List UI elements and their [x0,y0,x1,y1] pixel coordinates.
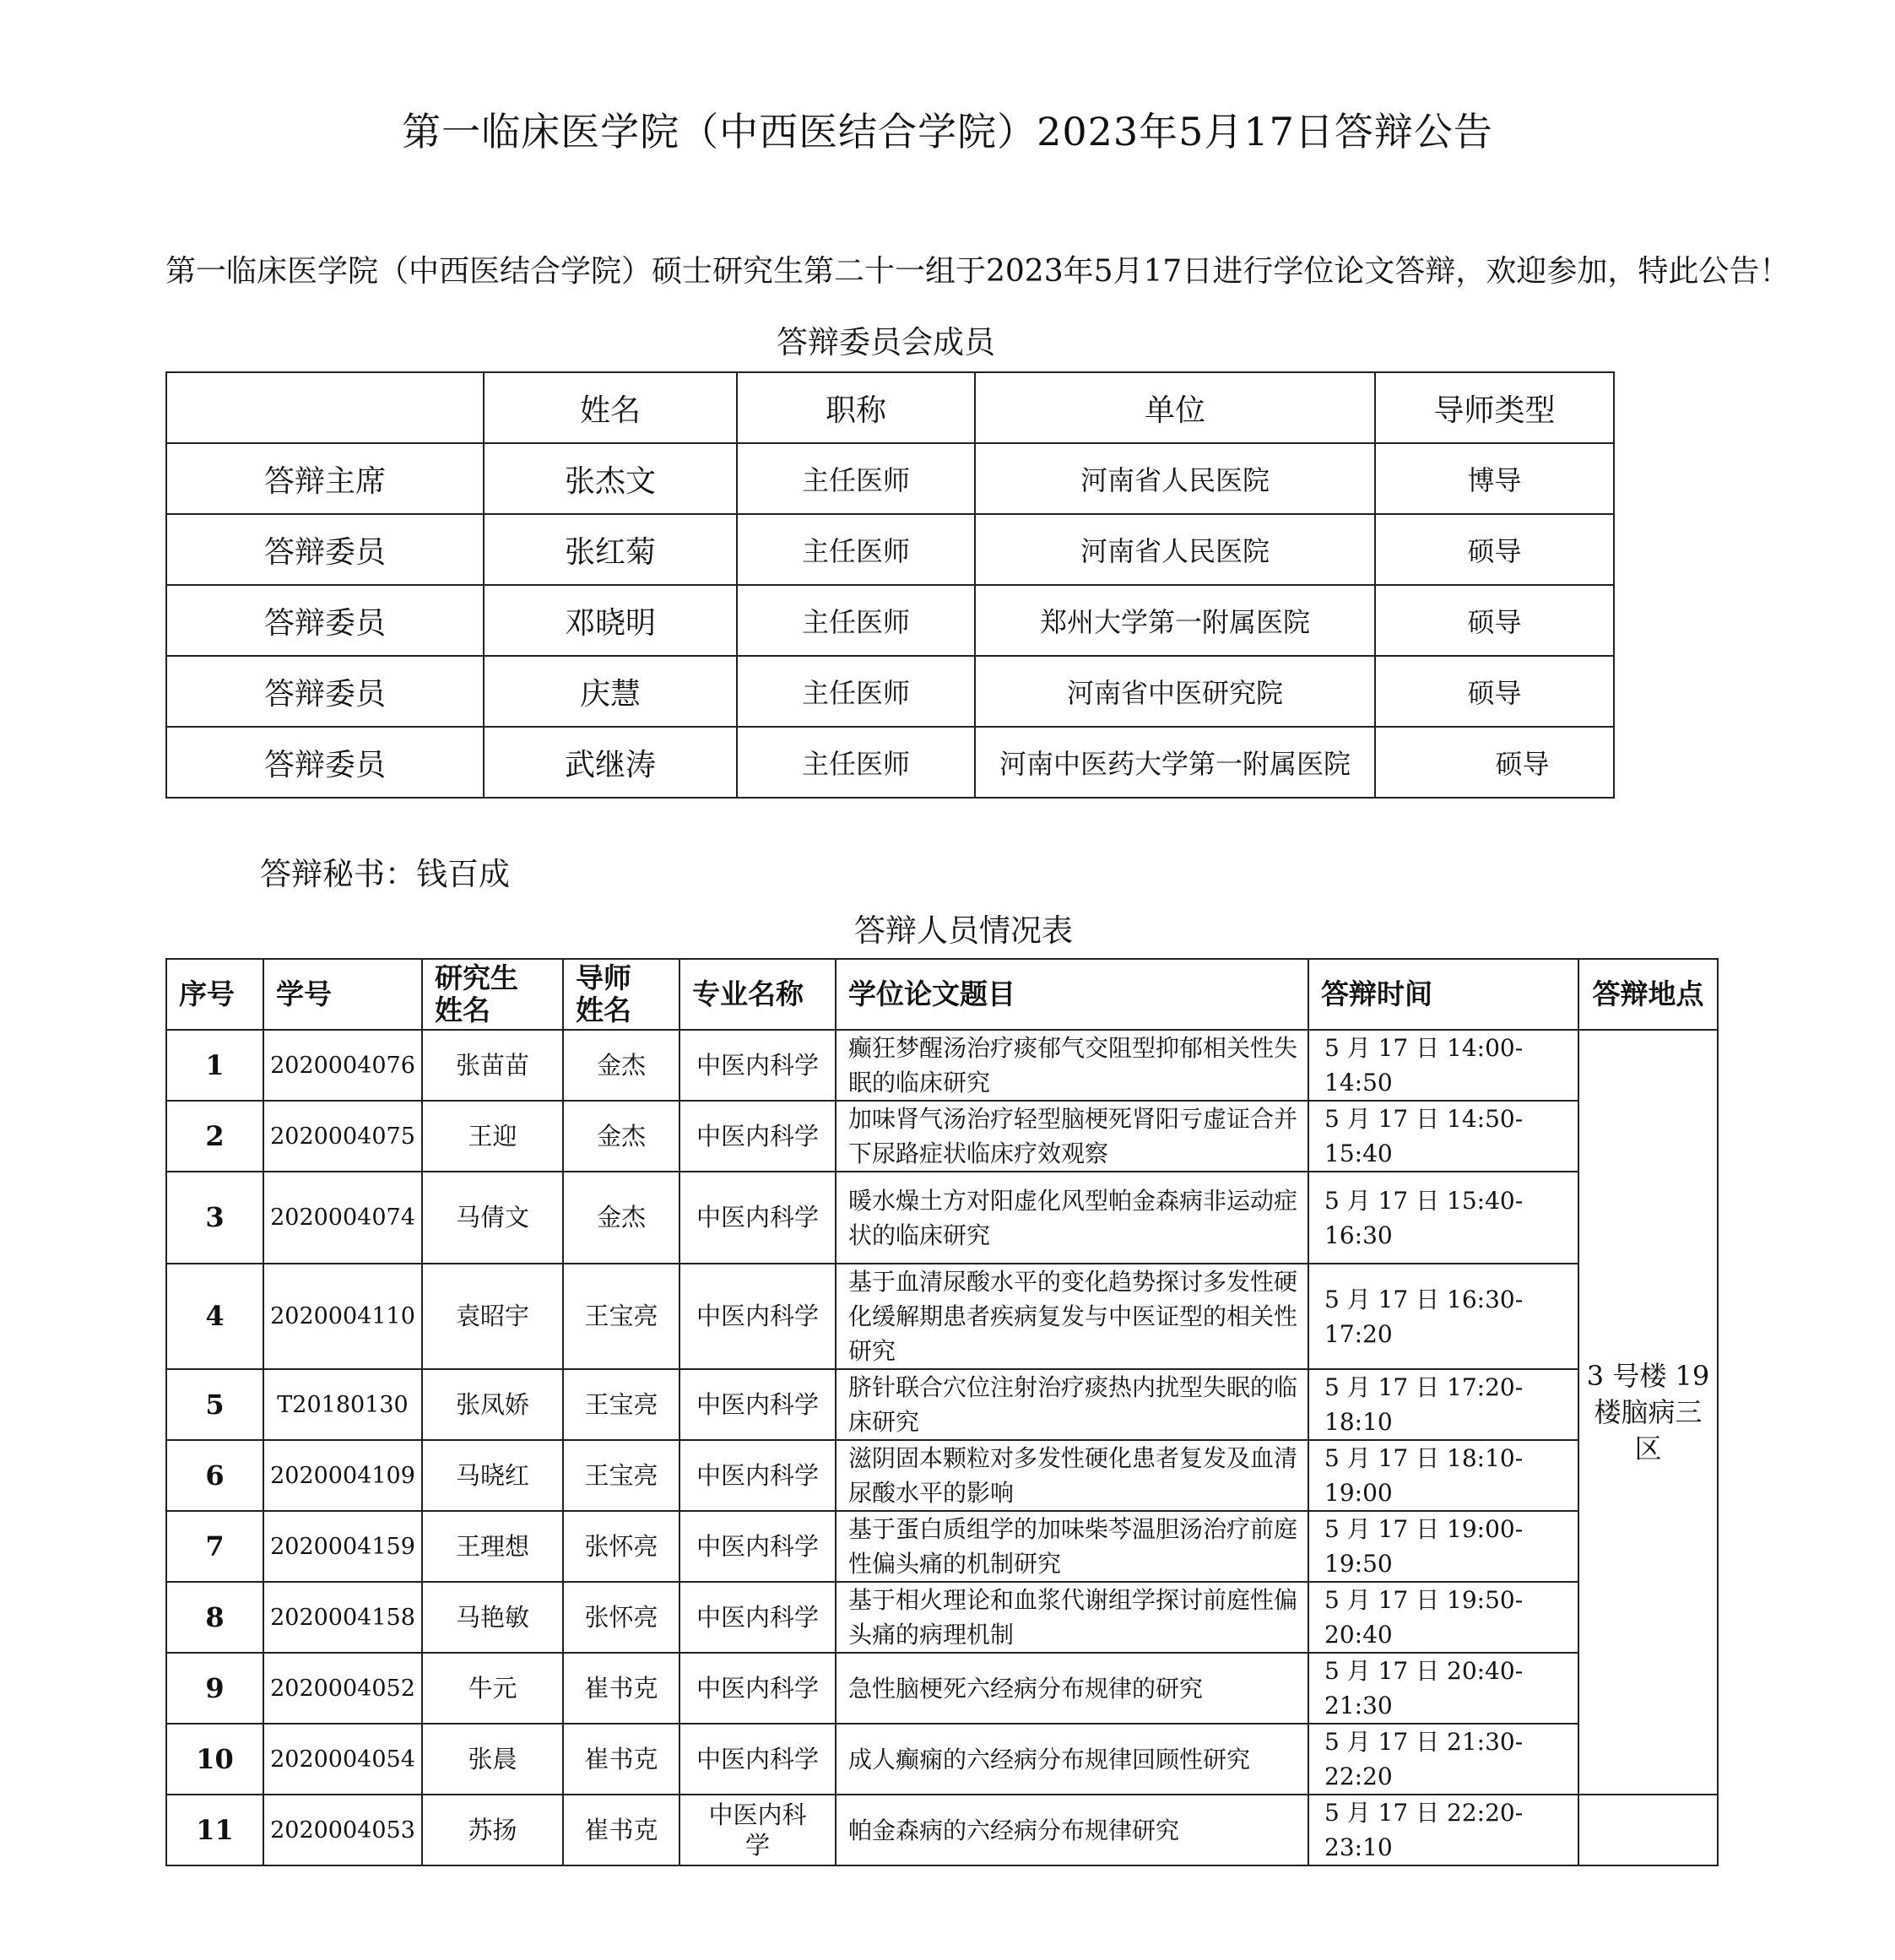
header-major: 专业名称 [679,959,836,1030]
row-major: 中医内科学 [679,1030,836,1101]
committee-type: 硕导 [1375,585,1614,656]
announcement-text: 第一临床医学院（中西医结合学院）硕士研究生第二十一组于2023年5月17日进行学位论文答辩，欢迎参加，特此公告！ [165,254,1790,289]
committee-rank: 主任医师 [737,727,975,798]
row-advisor: 张怀亮 [563,1511,679,1582]
row-thesis-title: 暖水燥土方对阳虚化风型帕金森病非运动症状的临床研究 [836,1172,1308,1264]
row-thesis-title: 基于相火理论和血浆代谢组学探讨前庭性偏头痛的病理机制 [836,1582,1308,1653]
committee-caption: 答辩委员会成员 [777,324,995,360]
row-no: 5 [166,1369,263,1440]
header-defense-time: 答辩时间 [1308,959,1578,1030]
committee-header-rank: 职称 [737,372,975,443]
row-thesis-title: 基于蛋白质组学的加味柴芩温胆汤治疗前庭性偏头痛的机制研究 [836,1511,1308,1582]
row-defense-time: 5 月 17 日 15:40-16:30 [1308,1172,1578,1264]
row-no: 6 [166,1440,263,1511]
row-major: 中医内科学 [679,1795,836,1865]
committee-rank: 主任医师 [737,585,975,656]
row-thesis-title: 癫狂梦醒汤治疗痰郁气交阻型抑郁相关性失眠的临床研究 [836,1030,1308,1101]
row-student-id: 2020004074 [263,1172,422,1264]
row-thesis-title: 基于血清尿酸水平的变化趋势探讨多发性硬化缓解期患者疾病复发与中医证型的相关性研究 [836,1264,1308,1369]
row-defense-time: 5 月 17 日 19:50-20:40 [1308,1582,1578,1653]
row-student-name: 苏扬 [422,1795,563,1865]
committee-unit: 河南省中医研究院 [975,656,1375,727]
row-student-name: 马晓红 [422,1440,563,1511]
table-row [166,1582,1718,1653]
location-line2: 楼脑病三 [1594,1395,1703,1428]
table-row [166,1440,1718,1511]
row-no: 2 [166,1101,263,1172]
header-student-name-line1: 研究生 [435,961,518,994]
committee-role: 答辩委员 [166,585,484,656]
header-student-name [422,959,563,1030]
row-student-id: 2020004054 [263,1724,422,1795]
committee-role: 答辩委员 [166,727,484,798]
committee-rank: 主任医师 [737,656,975,727]
row-thesis-title: 滋阴固本颗粒对多发性硬化患者复发及血清尿酸水平的影响 [836,1440,1308,1511]
row-student-id: 2020004109 [263,1440,422,1511]
committee-name: 张红菊 [484,514,737,585]
row-major: 中医内科学 [679,1369,836,1440]
location-line1: 3 号楼 19 [1586,1359,1710,1392]
committee-name: 邓晓明 [484,585,737,656]
row-defense-time: 5 月 17 日 18:10-19:00 [1308,1440,1578,1511]
row-major: 中医内科学 [679,1101,836,1172]
committee-rank: 主任医师 [737,514,975,585]
committee-rank: 主任医师 [737,443,975,514]
row-defense-time: 5 月 17 日 14:00-14:50 [1308,1030,1578,1101]
row-major: 中医内科学 [679,1264,836,1369]
row-student-name: 袁昭宇 [422,1264,563,1369]
committee-unit: 郑州大学第一附属医院 [975,585,1375,656]
row-major: 中医内科学 [679,1511,836,1582]
committee-role: 答辩主席 [166,443,484,514]
committee-type: 硕导 [1375,727,1614,798]
row-defense-time: 5 月 17 日 22:20-23:10 [1308,1795,1578,1865]
row-student-id: T20180130 [263,1369,422,1440]
defense-location [1578,1030,1718,1795]
row-student-name: 马倩文 [422,1172,563,1264]
row-student-name: 王理想 [422,1511,563,1582]
header-advisor-name [563,959,679,1030]
row-advisor: 崔书克 [563,1724,679,1795]
table-row [166,1172,1718,1264]
committee-header-role [166,372,484,443]
row-student-id: 2020004052 [263,1653,422,1724]
table-row [166,1724,1718,1795]
committee-name: 张杰文 [484,443,737,514]
row-student-id: 2020004158 [263,1582,422,1653]
row-student-name: 张凤娇 [422,1369,563,1440]
table-row [166,1795,1718,1865]
table-row [166,1030,1718,1101]
row-no: 9 [166,1653,263,1724]
committee-name: 庆慧 [484,656,737,727]
row-defense-time: 5 月 17 日 21:30-22:20 [1308,1724,1578,1795]
row-advisor: 王宝亮 [563,1440,679,1511]
header-thesis-title: 学位论文题目 [836,959,1308,1030]
row-student-id: 2020004053 [263,1795,422,1865]
row-advisor: 崔书克 [563,1653,679,1724]
row-thesis-title: 帕金森病的六经病分布规律研究 [836,1795,1308,1865]
row-no: 7 [166,1511,263,1582]
committee-role: 答辩委员 [166,656,484,727]
committee-row [166,514,1614,585]
row-no: 4 [166,1264,263,1369]
row-advisor: 崔书克 [563,1795,679,1865]
row-thesis-title: 脐针联合穴位注射治疗痰热内扰型失眠的临床研究 [836,1369,1308,1440]
committee-unit: 河南省人民医院 [975,443,1375,514]
row-student-id: 2020004110 [263,1264,422,1369]
row-student-name: 张苗苗 [422,1030,563,1101]
header-advisor-name-line2: 姓名 [576,994,631,1026]
row-advisor: 王宝亮 [563,1369,679,1440]
committee-header-unit: 单位 [975,372,1375,443]
table-row [166,1101,1718,1172]
committee-row [166,656,1614,727]
committee-type: 硕导 [1375,656,1614,727]
header-student-name-line2: 姓名 [435,994,490,1026]
row-major: 中医内科学 [679,1440,836,1511]
row-no: 3 [166,1172,263,1264]
row-student-name: 牛元 [422,1653,563,1724]
committee-role: 答辩委员 [166,514,484,585]
row-defense-time: 5 月 17 日 16:30-17:20 [1308,1264,1578,1369]
row-student-name: 马艳敏 [422,1582,563,1653]
row-student-id: 2020004159 [263,1511,422,1582]
row-major: 中医内科学 [679,1724,836,1795]
row-student-id: 2020004075 [263,1101,422,1172]
row-no: 8 [166,1582,263,1653]
candidates-header-row [166,959,1718,1030]
committee-row [166,443,1614,514]
header-no: 序号 [166,959,263,1030]
row-no: 11 [166,1795,263,1865]
table-row [166,1369,1718,1440]
table-row [166,1264,1718,1369]
row-no: 1 [166,1030,263,1101]
committee-header-name: 姓名 [484,372,737,443]
row-defense-time: 5 月 17 日 17:20-18:10 [1308,1369,1578,1440]
row-advisor: 王宝亮 [563,1264,679,1369]
header-student-id: 学号 [263,959,422,1030]
header-defense-location: 答辩地点 [1578,959,1718,1030]
row-defense-time: 5 月 17 日 14:50-15:40 [1308,1101,1578,1172]
row-defense-time: 5 月 17 日 20:40-21:30 [1308,1653,1578,1724]
committee-table [165,371,1615,799]
row-student-id: 2020004076 [263,1030,422,1101]
row-student-name: 张晨 [422,1724,563,1795]
row-thesis-title: 加味肾气汤治疗轻型脑梗死肾阳亏虚证合并下尿路症状临床疗效观察 [836,1101,1308,1172]
row-defense-time: 5 月 17 日 19:00-19:50 [1308,1511,1578,1582]
committee-type: 博导 [1375,443,1614,514]
row-advisor: 金杰 [563,1101,679,1172]
row-thesis-title: 急性脑梗死六经病分布规律的研究 [836,1653,1308,1724]
row-major: 中医内科学 [679,1172,836,1264]
header-advisor-name-line1: 导师 [576,961,631,994]
candidates-caption: 答辩人员情况表 [854,912,1073,949]
row-student-name: 王迎 [422,1101,563,1172]
page-title: 第一临床医学院（中西医结合学院）2023年5月17日答辩公告 [402,109,1493,154]
row-advisor: 张怀亮 [563,1582,679,1653]
committee-unit: 河南省人民医院 [975,514,1375,585]
row-location-empty [1578,1795,1718,1865]
row-advisor: 金杰 [563,1030,679,1101]
location-line3: 区 [1634,1432,1662,1465]
committee-row [166,727,1614,798]
committee-header-type: 导师类型 [1375,372,1614,443]
table-row [166,1653,1718,1724]
candidates-table [165,958,1719,1866]
committee-unit: 河南中医药大学第一附属医院 [975,727,1375,798]
committee-type: 硕导 [1375,514,1614,585]
committee-row [166,585,1614,656]
committee-name: 武继涛 [484,727,737,798]
row-thesis-title: 成人癫痫的六经病分布规律回顾性研究 [836,1724,1308,1795]
row-no: 10 [166,1724,263,1795]
row-advisor: 金杰 [563,1172,679,1264]
table-row [166,1511,1718,1582]
row-major: 中医内科学 [679,1582,836,1653]
row-major: 中医内科学 [679,1653,836,1724]
committee-header-row [166,372,1614,443]
secretary-line: 答辩秘书：钱百成 [260,856,510,892]
